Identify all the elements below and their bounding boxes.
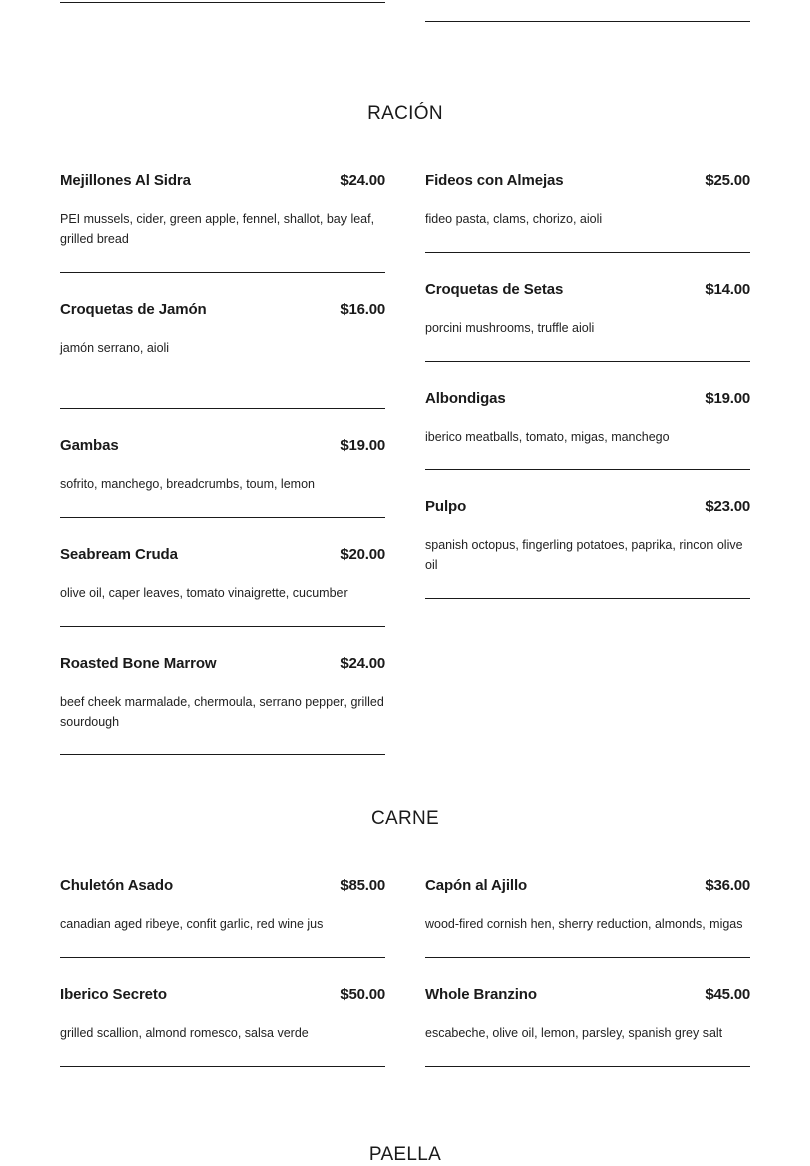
item-price: $23.00 (705, 498, 750, 515)
menu-item (425, 390, 750, 470)
item-description: jamón serrano, aioli (60, 341, 170, 355)
divider (425, 469, 750, 470)
item-description: escabeche, olive oil, lemon, parsley, spanish grey salt (425, 1026, 723, 1040)
item-name: Gambas (60, 437, 119, 454)
divider (60, 2, 385, 3)
divider (60, 754, 385, 755)
item-price: $25.00 (705, 172, 750, 189)
item-description: PEI mussels, cider, green apple, fennel, shallot, bay leaf, grilled bread (60, 212, 375, 246)
divider (60, 408, 385, 409)
menu-item (425, 877, 750, 958)
item-name: Roasted Bone Marrow (60, 655, 217, 672)
menu-item (60, 877, 385, 958)
item-description: spanish octopus, fingerling potatoes, paprika, rincon olive oil (425, 538, 743, 572)
item-price: $24.00 (340, 655, 385, 672)
item-description: iberico meatballs, tomato, migas, manchego (425, 430, 670, 444)
item-price: $50.00 (340, 986, 385, 1003)
item-price: $85.00 (340, 877, 385, 894)
divider (425, 252, 750, 253)
item-name: Albondigas (425, 390, 506, 407)
racion-right-column (425, 172, 750, 599)
divider (425, 598, 750, 599)
menu-item (60, 172, 385, 273)
item-price: $19.00 (340, 437, 385, 454)
item-price: $16.00 (340, 301, 385, 318)
item-price: $20.00 (340, 546, 385, 563)
divider (60, 626, 385, 627)
item-name: Capón al Ajillo (425, 877, 528, 894)
divider (60, 272, 385, 273)
item-name: Pulpo (425, 498, 467, 515)
item-description: beef cheek marmalade, chermoula, serrano pepper, grilled sourdough (60, 695, 384, 729)
racion-left-column (60, 172, 385, 755)
item-description: porcini mushrooms, truffle aioli (425, 321, 595, 335)
item-price: $36.00 (705, 877, 750, 894)
menu-item (60, 546, 385, 627)
item-name: Whole Branzino (425, 986, 537, 1003)
menu-item (60, 301, 385, 409)
item-name: Fideos con Almejas (425, 172, 564, 189)
section-title-paella: PAELLA (368, 1144, 442, 1165)
menu-item (60, 986, 385, 1067)
item-name: Mejillones Al Sidra (60, 172, 191, 189)
item-price: $45.00 (705, 986, 750, 1003)
item-description: sofrito, manchego, breadcrumbs, toum, lemon (60, 477, 315, 491)
item-description: olive oil, caper leaves, tomato vinaigrette, cucumber (60, 586, 348, 600)
menu-item (425, 281, 750, 362)
item-description: grilled scallion, almond romesco, salsa verde (60, 1026, 309, 1040)
item-description: fideo pasta, clams, chorizo, aioli (425, 212, 603, 226)
item-name: Croquetas de Jamón (60, 301, 207, 318)
item-name: Croquetas de Setas (425, 281, 564, 298)
menu-item (425, 498, 750, 599)
divider (60, 957, 385, 958)
item-price: $14.00 (705, 281, 750, 298)
divider (425, 1066, 750, 1067)
divider (425, 957, 750, 958)
item-name: Chuletón Asado (60, 877, 174, 894)
divider (425, 21, 750, 22)
menu-item (60, 437, 385, 518)
menu-item (60, 655, 385, 755)
section-title-racion: RACIÓN (367, 103, 443, 124)
section-title-carne: CARNE (370, 808, 439, 829)
item-description: canadian aged ribeye, confit garlic, red wine jus (60, 917, 324, 931)
menu-item (425, 986, 750, 1067)
item-name: Seabream Cruda (60, 546, 178, 563)
divider (425, 361, 750, 362)
menu-item (425, 172, 750, 253)
carne-left-column (60, 877, 385, 1067)
item-price: $24.00 (340, 172, 385, 189)
divider (60, 1066, 385, 1067)
carne-right-column (425, 877, 750, 1067)
divider (60, 517, 385, 518)
item-description: wood-fired cornish hen, sherry reduction, almonds, migas (425, 917, 743, 931)
item-name: Iberico Secreto (60, 986, 167, 1003)
item-price: $19.00 (705, 390, 750, 407)
